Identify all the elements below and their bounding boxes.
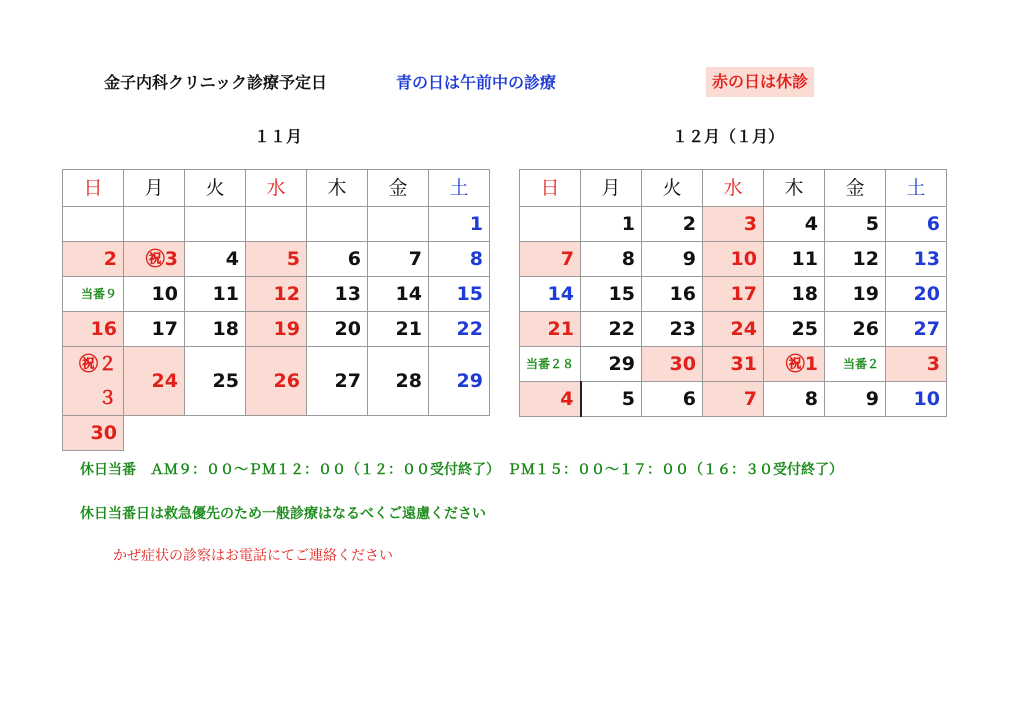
day-cell: 29 xyxy=(581,347,642,382)
day-cell: 3 xyxy=(703,207,764,242)
day-cell: 19 xyxy=(246,312,307,347)
day-cell: 27 xyxy=(886,312,947,347)
day-cell: 17 xyxy=(124,312,185,347)
day-cell: 6 xyxy=(886,207,947,242)
day-cell: 19 xyxy=(825,277,886,312)
day-cell: 10 xyxy=(703,242,764,277)
week-row xyxy=(520,207,947,242)
day-cell: 6 xyxy=(307,242,368,277)
day-cell: 10 xyxy=(886,382,947,417)
day-cell: 20 xyxy=(886,277,947,312)
week-row xyxy=(63,347,490,416)
day-cell: 15 xyxy=(581,277,642,312)
day-cell: 4 xyxy=(185,242,246,277)
day-cell: 26 xyxy=(825,312,886,347)
day-cell: 15 xyxy=(429,277,490,312)
day-cell: 23 xyxy=(642,312,703,347)
calendar-december xyxy=(519,169,947,417)
weekday-header-row xyxy=(63,170,490,207)
weekday-header-row xyxy=(520,170,947,207)
day-cell: 14 xyxy=(520,277,581,312)
day-cell: 25 xyxy=(764,312,825,347)
day-cell-empty xyxy=(185,207,246,242)
day-cell: 13 xyxy=(886,242,947,277)
week-row xyxy=(520,347,947,382)
day-cell: 31 xyxy=(703,347,764,382)
red-day-legend: 赤の日は休診 xyxy=(706,67,814,97)
day-cell-holiday: ㊗3 xyxy=(124,242,185,277)
weekday-tue: 火 xyxy=(642,170,703,207)
day-cell: 1 xyxy=(581,207,642,242)
day-cell: 18 xyxy=(185,312,246,347)
week-row xyxy=(63,242,490,277)
day-cell: 21 xyxy=(368,312,429,347)
weekday-wed: 水 xyxy=(703,170,764,207)
day-cell-empty xyxy=(246,416,307,451)
weekday-fri: 金 xyxy=(368,170,429,207)
day-cell-holiday: ㊗２３ xyxy=(63,347,124,416)
day-cell: 21 xyxy=(520,312,581,347)
day-cell: 3 xyxy=(886,347,947,382)
weekday-wed: 水 xyxy=(246,170,307,207)
weekday-tue: 火 xyxy=(185,170,246,207)
week-row xyxy=(63,416,490,451)
week-row xyxy=(520,382,947,417)
weekday-thu: 木 xyxy=(764,170,825,207)
weekday-mon: 月 xyxy=(124,170,185,207)
day-cell: 5 xyxy=(246,242,307,277)
day-cell: 14 xyxy=(368,277,429,312)
day-cell-empty xyxy=(185,416,246,451)
day-cell-duty: 当番９ xyxy=(63,277,124,312)
week-row xyxy=(63,277,490,312)
day-cell: 2 xyxy=(642,207,703,242)
day-cell: 24 xyxy=(124,347,185,416)
day-cell: 7 xyxy=(703,382,764,417)
weekday-thu: 木 xyxy=(307,170,368,207)
cold-symptom-notice: かぜ症状の診察はお電話にてご連絡ください xyxy=(113,548,393,564)
day-cell: 7 xyxy=(368,242,429,277)
day-cell-empty xyxy=(429,416,490,451)
day-cell-empty xyxy=(124,207,185,242)
day-cell: 9 xyxy=(642,242,703,277)
weekday-fri: 金 xyxy=(825,170,886,207)
weekday-mon: 月 xyxy=(581,170,642,207)
weekday-sat: 土 xyxy=(429,170,490,207)
day-cell: 28 xyxy=(368,347,429,416)
day-cell-empty xyxy=(63,207,124,242)
day-cell: 26 xyxy=(246,347,307,416)
day-cell: 22 xyxy=(429,312,490,347)
week-row xyxy=(520,312,947,347)
day-cell: 25 xyxy=(185,347,246,416)
day-cell-empty xyxy=(368,416,429,451)
day-cell-empty xyxy=(124,416,185,451)
day-cell: 30 xyxy=(63,416,124,451)
month-label-december: １２月（１月） xyxy=(672,127,785,146)
day-cell: 12 xyxy=(825,242,886,277)
day-cell-duty: 当番２８ xyxy=(520,347,581,382)
calendar-november xyxy=(62,169,490,451)
day-cell: 12 xyxy=(246,277,307,312)
day-cell: 5 xyxy=(581,382,642,417)
day-cell-empty xyxy=(307,416,368,451)
day-cell: 7 xyxy=(520,242,581,277)
day-cell: 8 xyxy=(429,242,490,277)
day-cell-empty xyxy=(246,207,307,242)
day-cell: 13 xyxy=(307,277,368,312)
day-cell: 4 xyxy=(520,382,581,417)
day-cell-holiday: ㊗1 xyxy=(764,347,825,382)
day-cell: 18 xyxy=(764,277,825,312)
day-cell: 10 xyxy=(124,277,185,312)
day-cell-empty xyxy=(520,207,581,242)
day-cell: 16 xyxy=(63,312,124,347)
holiday-notice: 休日当番日は救急優先のため一般診療はなるべくご遠慮ください xyxy=(80,506,486,522)
week-row xyxy=(63,312,490,347)
day-cell-duty: 当番２ xyxy=(825,347,886,382)
holiday-hours-note: 休日当番 ＡＭ９：００～ＰＭ１２：００（１２：００受付終了） ＰＭ１５：００～１７：００（１６：３０受付終了） xyxy=(80,462,843,478)
weekday-sun: 日 xyxy=(63,170,124,207)
day-cell: 17 xyxy=(703,277,764,312)
clinic-title: 金子内科クリニック診療予定日 xyxy=(104,73,328,92)
day-cell: 22 xyxy=(581,312,642,347)
week-row xyxy=(520,242,947,277)
day-cell: 9 xyxy=(825,382,886,417)
day-cell: 8 xyxy=(764,382,825,417)
day-cell-empty xyxy=(307,207,368,242)
month-label-november: １１月 xyxy=(254,127,303,146)
day-cell: 2 xyxy=(63,242,124,277)
weekday-sun: 日 xyxy=(520,170,581,207)
day-cell: 4 xyxy=(764,207,825,242)
day-cell: 6 xyxy=(642,382,703,417)
day-cell: 5 xyxy=(825,207,886,242)
day-cell: 16 xyxy=(642,277,703,312)
day-cell: 8 xyxy=(581,242,642,277)
day-cell: 29 xyxy=(429,347,490,416)
day-cell: 24 xyxy=(703,312,764,347)
day-cell: 1 xyxy=(429,207,490,242)
week-row xyxy=(520,277,947,312)
weekday-sat: 土 xyxy=(886,170,947,207)
day-cell-empty xyxy=(368,207,429,242)
day-cell: 30 xyxy=(642,347,703,382)
day-cell: 11 xyxy=(764,242,825,277)
day-cell: 20 xyxy=(307,312,368,347)
day-cell: 27 xyxy=(307,347,368,416)
blue-day-legend: 青の日は午前中の診療 xyxy=(396,73,557,92)
week-row xyxy=(63,207,490,242)
day-cell: 11 xyxy=(185,277,246,312)
